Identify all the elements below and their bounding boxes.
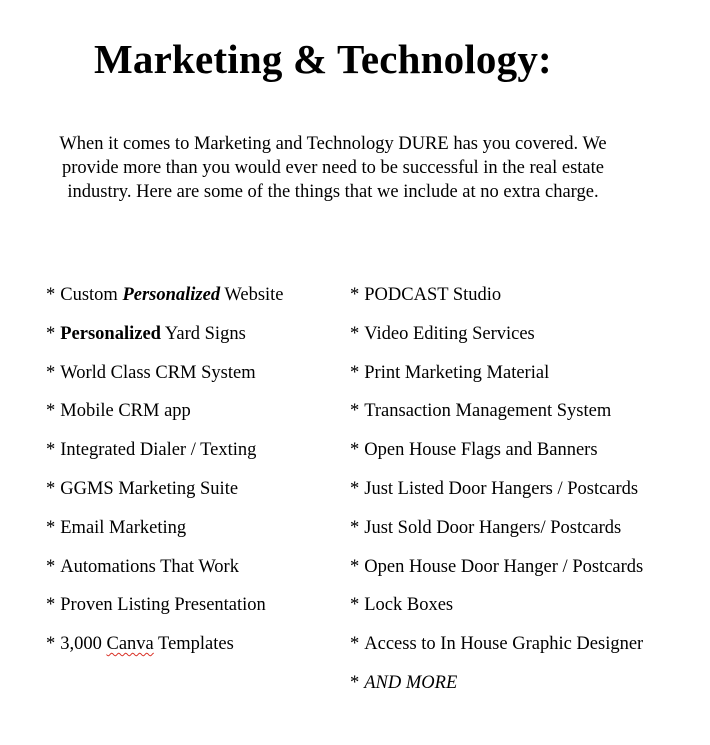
- page-title: Marketing & Technology:: [94, 36, 552, 82]
- list-item-ggms: [46, 476, 284, 515]
- item-text: Automations That Work: [60, 556, 239, 577]
- bullet-marker: *: [350, 362, 360, 383]
- list-item-dialer: [46, 437, 284, 476]
- list-item-just-listed: [350, 476, 643, 515]
- list-item-open-house-hanger: [350, 554, 643, 593]
- item-text: Templates: [153, 634, 234, 655]
- list-item-custom-website: [46, 282, 284, 321]
- item-text: Print Marketing Material: [364, 362, 550, 383]
- item-text: Email Marketing: [60, 517, 187, 538]
- list-item-canva-templates: [46, 631, 284, 670]
- bullet-marker: *: [350, 440, 360, 461]
- bullet-marker: *: [46, 362, 56, 383]
- bullet-marker: *: [46, 634, 56, 655]
- bullet-marker: *: [46, 556, 56, 577]
- right-feature-list: [350, 282, 643, 709]
- bullet-marker: *: [46, 595, 56, 616]
- item-text: Lock Boxes: [364, 595, 454, 616]
- item-text: 3,000: [60, 634, 107, 655]
- bullet-marker: *: [350, 285, 360, 305]
- list-item-just-sold: [350, 515, 643, 554]
- bullet-marker: *: [350, 556, 360, 577]
- list-item-lock-boxes: [350, 592, 643, 631]
- list-item-automations: [46, 554, 284, 593]
- item-text: GGMS Marketing Suite: [60, 478, 239, 499]
- list-item-and-more: [350, 670, 643, 709]
- item-text: PODCAST Studio: [364, 285, 502, 305]
- item-emphasis: Personalized: [60, 323, 161, 344]
- bullet-marker: *: [350, 595, 360, 616]
- item-text: AND MORE: [364, 672, 458, 693]
- bullet-marker: *: [46, 285, 56, 305]
- left-feature-list: [46, 282, 284, 670]
- item-text: Video Editing Services: [364, 323, 535, 344]
- bullet-marker: *: [46, 517, 56, 538]
- item-text: Integrated Dialer / Texting: [60, 440, 257, 461]
- item-text: World Class CRM System: [60, 362, 256, 383]
- item-emphasis: Personalized: [122, 285, 221, 305]
- bullet-marker: *: [350, 478, 360, 499]
- item-text: Custom: [60, 285, 123, 305]
- list-item-graphic-designer: [350, 631, 643, 670]
- list-item-podcast-studio: [350, 282, 643, 321]
- bullet-marker: *: [46, 440, 56, 461]
- intro-paragraph: When it comes to Marketing and Technology DURE has you covered. We provide more than you would ever need to be successful in the real estate industry. Here are some of the things that we include at no extra charge.: [59, 134, 607, 202]
- bullet-marker: *: [350, 323, 360, 344]
- item-text: Open House Flags and Banners: [364, 440, 598, 461]
- bullet-marker: *: [350, 672, 360, 693]
- list-item-yard-signs: [46, 321, 284, 360]
- list-item-listing-presentation: [46, 592, 284, 631]
- list-item-mobile-crm: [46, 398, 284, 437]
- item-text: Access to In House Graphic Designer: [364, 634, 644, 655]
- bullet-marker: *: [46, 478, 56, 499]
- item-text: Website: [220, 285, 284, 305]
- bullet-marker: *: [350, 401, 360, 422]
- bullet-marker: *: [350, 517, 360, 538]
- item-text: Proven Listing Presentation: [60, 595, 266, 616]
- bullet-marker: *: [46, 401, 56, 422]
- list-item-crm-system: [46, 360, 284, 399]
- item-text: Just Listed Door Hangers / Postcards: [364, 478, 639, 499]
- list-item-print-marketing: [350, 360, 643, 399]
- item-text: Mobile CRM app: [60, 401, 191, 422]
- list-item-open-house-flags: [350, 437, 643, 476]
- item-text: Transaction Management System: [364, 401, 612, 422]
- spellcheck-flagged-word[interactable]: Canva: [106, 634, 154, 655]
- bullet-marker: *: [350, 634, 360, 655]
- list-item-transaction-management: [350, 398, 643, 437]
- item-text: Just Sold Door Hangers/ Postcards: [364, 517, 622, 538]
- item-text: Yard Signs: [160, 323, 246, 344]
- bullet-marker: *: [46, 323, 56, 344]
- list-item-video-editing: [350, 321, 643, 360]
- list-item-email-marketing: [46, 515, 284, 554]
- item-text: Open House Door Hanger / Postcards: [364, 556, 644, 577]
